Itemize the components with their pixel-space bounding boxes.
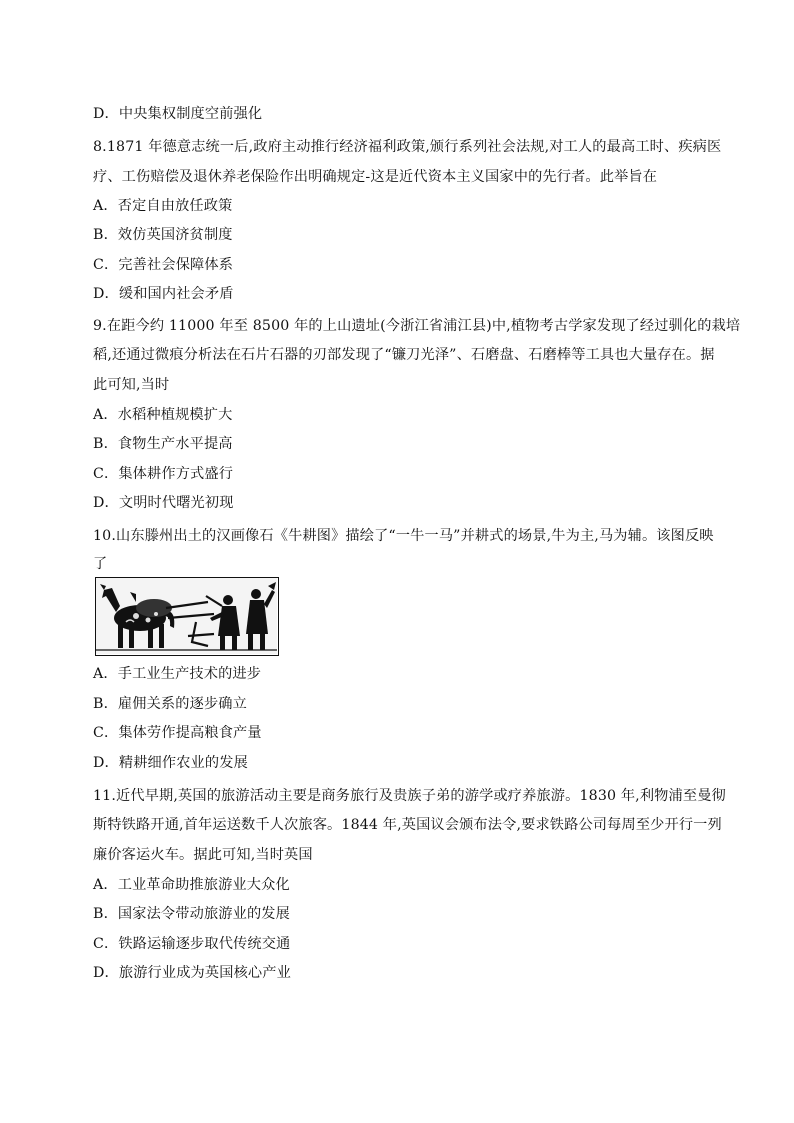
- option-d-prev: D．中央集权制度空前强化: [93, 106, 263, 122]
- question-11-option-c: C．铁路运输逐步取代传统交通: [93, 936, 291, 952]
- question-10-option-c: C．集体劳作提高粮食产量: [93, 725, 262, 741]
- question-9-option-d: D．文明时代曙光初现: [93, 495, 234, 511]
- question-8-option-a: A．否定自由放任政策: [93, 198, 233, 214]
- question-10-line-1: 10.山东滕州出土的汉画像石《牛耕图》描绘了“一牛一马”并耕式的场景,牛为主,马为辅。该图反映: [93, 528, 714, 544]
- question-11-option-a: A．工业革命助推旅游业大众化: [93, 877, 290, 893]
- question-11-line-2: 斯特铁路开通,首年运送数千人次旅客。1844 年,英国议会颁布法令,要求铁路公司每周至少开行一列: [93, 817, 722, 833]
- question-8-line-2: 疗、工伤赔偿及退休养老保险作出明确规定-这是近代资本主义国家中的先行者。此举旨在: [93, 169, 658, 185]
- question-11-line-3: 廉价客运火车。据此可知,当时英国: [93, 847, 313, 863]
- question-11-option-b: B．国家法令带动旅游业的发展: [93, 906, 290, 922]
- question-10-option-a: A．手工业生产技术的进步: [93, 666, 262, 682]
- question-8-option-b: B．效仿英国济贫制度: [93, 227, 233, 243]
- question-10-option-d: D．精耕细作农业的发展: [93, 755, 248, 771]
- ox-plowing-relief-image: [95, 577, 279, 656]
- question-9-line-1: 9.在距今约 11000 年至 8500 年的上山遗址(今浙江省浦江县)中,植物考古学家发现了经过驯化的栽培: [93, 318, 741, 334]
- question-11-line-1: 11.近代早期,英国的旅游活动主要是商务旅行及贵族子弟的游学或疗养旅游。1830 年,利物浦至曼彻: [93, 788, 726, 804]
- question-11-option-d: D．旅游行业成为英国核心产业: [93, 965, 291, 981]
- question-9-option-a: A．水稻种植规模扩大: [93, 407, 233, 423]
- question-9-option-b: B．食物生产水平提高: [93, 436, 233, 452]
- question-9-option-c: C．集体耕作方式盛行: [93, 466, 234, 482]
- question-8-option-d: D．缓和国内社会矛盾: [93, 286, 234, 302]
- question-9-line-3: 此可知,当时: [93, 377, 170, 393]
- question-10-option-b: B．雇佣关系的逐步确立: [93, 696, 247, 712]
- question-10-line-2: 了: [93, 556, 108, 572]
- question-8-line-1: 8.1871 年德意志统一后,政府主动推行经济福利政策,颁行系列社会法规,对工人的最高工时、疾病医: [93, 139, 722, 155]
- question-8-option-c: C．完善社会保障体系: [93, 257, 234, 273]
- question-9-line-2: 稻,还通过微痕分析法在石片石器的刃部发现了“镰刀光泽”、石磨盘、石磨棒等工具也大量存在。据: [93, 347, 715, 363]
